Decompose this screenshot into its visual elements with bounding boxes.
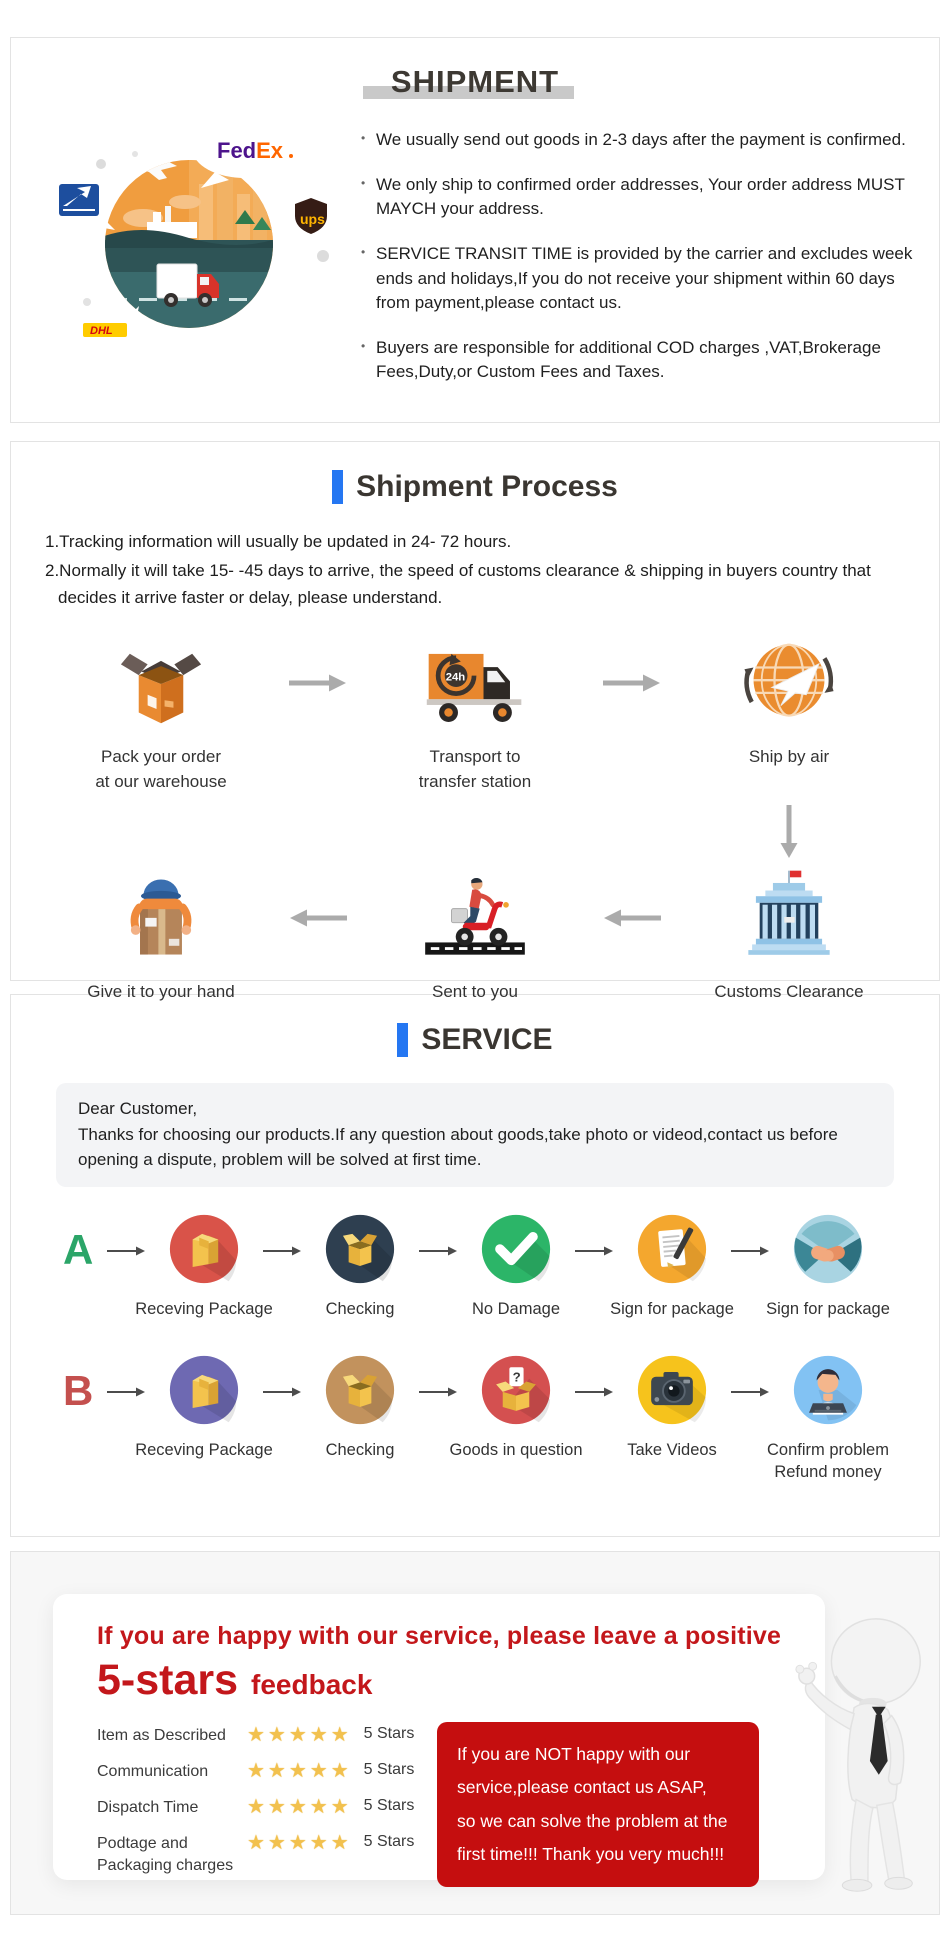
rating-value: 5 Stars bbox=[363, 1725, 415, 1742]
title-accent-bar bbox=[397, 1023, 408, 1057]
step-label: at our warehouse bbox=[95, 772, 227, 792]
camera-icon bbox=[636, 1354, 708, 1426]
flow-step-label: Sign for package bbox=[610, 1299, 734, 1318]
five-stars-text: 5-stars bbox=[97, 1656, 239, 1704]
step-customs bbox=[664, 867, 914, 1005]
flow-step-label: Checking bbox=[325, 1440, 395, 1459]
arrow-right-icon bbox=[263, 1385, 301, 1403]
shipment-bullet bbox=[361, 242, 921, 314]
five-star-icons: ★★★★★ bbox=[247, 1760, 352, 1782]
five-star-icons: ★★★★★ bbox=[247, 1724, 352, 1746]
flow-step-label: Receving Package bbox=[135, 1299, 273, 1318]
svg-text:FedEx: FedEx bbox=[217, 138, 284, 163]
flow-step-label: Goods in question bbox=[449, 1440, 583, 1459]
arrow-left-icon bbox=[286, 909, 350, 927]
flow-step bbox=[610, 1213, 734, 1320]
svg-text:?: ? bbox=[512, 1369, 521, 1385]
flow-step bbox=[135, 1213, 273, 1320]
sign-paper-icon bbox=[636, 1213, 708, 1285]
rating-label: Dispatch Time bbox=[97, 1799, 199, 1816]
step-ship-by-air bbox=[664, 632, 914, 770]
flow-step bbox=[766, 1213, 890, 1320]
feedback-heading: If you are happy with our service, please leave a positive bbox=[97, 1622, 782, 1650]
3d-figure-illustration bbox=[789, 1613, 937, 1910]
arrow-right-icon bbox=[107, 1244, 145, 1262]
carry-box-icon bbox=[113, 867, 209, 965]
process-notes bbox=[45, 528, 933, 612]
service-title: SERVICE bbox=[421, 1023, 553, 1056]
shipment-bullet bbox=[361, 173, 921, 221]
arrow-right-icon bbox=[286, 674, 350, 692]
truck-24h-icon bbox=[423, 632, 527, 730]
arrow-right-icon bbox=[419, 1244, 457, 1262]
note-line: Thanks for choosing our products.If any question about goods,take photo or videod,contact us before bbox=[78, 1124, 838, 1144]
warning-line: If you are NOT happy with our bbox=[457, 1744, 691, 1764]
globe-plane-icon bbox=[739, 632, 839, 730]
open-box-tan-icon bbox=[324, 1354, 396, 1426]
flow-b-letter: B bbox=[63, 1366, 94, 1414]
flow-a-letter: A bbox=[63, 1225, 94, 1273]
arrow-down-icon bbox=[664, 805, 914, 859]
check-green-icon bbox=[480, 1213, 552, 1285]
bullet-text: We only ship to confirmed order addresses, Your order address MUST MAYCH your address. bbox=[376, 175, 905, 219]
shipment-process-section bbox=[10, 441, 940, 1001]
arrow-right-icon bbox=[107, 1385, 145, 1403]
feedback-word: feedback bbox=[251, 1669, 373, 1700]
question-box-icon bbox=[480, 1354, 552, 1426]
svg-text:DHL: DHL bbox=[90, 325, 113, 337]
step-label: Pack your order bbox=[101, 746, 221, 766]
flow-step-label: Checking bbox=[325, 1299, 395, 1318]
shipment-title-row bbox=[11, 64, 939, 100]
dhl-logo bbox=[73, 306, 139, 346]
arrow-right-icon bbox=[263, 1244, 301, 1262]
bullet-text: We usually send out goods in 2-3 days after the payment is confirmed. bbox=[376, 130, 906, 149]
rating-row bbox=[97, 1758, 433, 1783]
arrow-right-icon bbox=[575, 1244, 613, 1262]
step-label: transfer station bbox=[418, 772, 532, 792]
bullet-text: Buyers are responsible for additional COD charges ,VAT,Brokerage Fees,Duty,or Custom Fees and Taxes. bbox=[376, 337, 881, 381]
shipment-bullet bbox=[361, 128, 921, 152]
shipment-process-title: Shipment Process bbox=[356, 470, 618, 503]
scooter-delivery-icon bbox=[423, 867, 527, 965]
rating-value: 5 Stars bbox=[363, 1761, 415, 1778]
step-label: Give it to your hand bbox=[87, 981, 235, 1001]
shipment-title: SHIPMENT bbox=[390, 64, 560, 99]
flow-step bbox=[301, 1213, 419, 1320]
arrow-right-icon bbox=[731, 1385, 769, 1403]
shipment-bullet bbox=[361, 336, 921, 384]
arrow-right-icon bbox=[419, 1385, 457, 1403]
arrow-right-icon bbox=[575, 1385, 613, 1403]
process-note-1: 1.Tracking information will usually be updated in 24- 72 hours. bbox=[45, 532, 512, 551]
note-line: Dear Customer, bbox=[78, 1099, 198, 1118]
flow-step bbox=[135, 1354, 273, 1461]
step-transport bbox=[350, 632, 600, 795]
step-label: Customs Clearance bbox=[714, 981, 864, 1001]
open-box-icon bbox=[112, 632, 210, 730]
customs-building-icon bbox=[737, 867, 841, 965]
five-star-icons: ★★★★★ bbox=[247, 1796, 352, 1818]
flow-step bbox=[301, 1354, 419, 1461]
warning-line: so we can solve the problem at the bbox=[457, 1810, 728, 1831]
service-note bbox=[56, 1083, 894, 1187]
flow-step bbox=[457, 1213, 575, 1320]
flow-step bbox=[449, 1354, 583, 1461]
shipment-section bbox=[10, 37, 940, 423]
package-purple-icon bbox=[168, 1354, 240, 1426]
note-line: opening a dispute, problem will be solved at first time. bbox=[78, 1150, 482, 1169]
shipping-carriers-illustration bbox=[39, 106, 339, 362]
process-note-2: 2.Normally it will take 15- -45 days to arrive, the speed of customs clearance & shipping in buyers country that decides it arrive faster or delay, please understand. bbox=[45, 561, 871, 608]
rating-label: Communication bbox=[97, 1763, 209, 1780]
svg-text:ups: ups bbox=[300, 211, 325, 227]
step-label: Sent to you bbox=[431, 981, 518, 1001]
rating-value: 5 Stars bbox=[363, 1797, 415, 1814]
step-label: Transport to bbox=[429, 746, 521, 766]
feedback-section bbox=[10, 1551, 940, 1915]
arrow-right-icon bbox=[731, 1244, 769, 1262]
rating-row bbox=[97, 1830, 433, 1876]
title-accent-bar bbox=[332, 470, 343, 504]
step-give-to-hand bbox=[36, 867, 286, 1005]
flow-step-label: Take Videos bbox=[627, 1440, 717, 1459]
package-red-icon bbox=[168, 1213, 240, 1285]
rating-value: 5 Stars bbox=[363, 1833, 415, 1850]
ups-logo bbox=[284, 187, 338, 241]
rating-label: Item as Described bbox=[97, 1727, 226, 1744]
flow-step-label: Sign for package bbox=[766, 1299, 890, 1318]
flow-step bbox=[769, 1354, 887, 1484]
rating-list bbox=[97, 1722, 433, 1887]
feedback-card bbox=[53, 1594, 825, 1880]
service-flow-b bbox=[11, 1354, 939, 1484]
flow-step-label: Confirm problem bbox=[767, 1440, 889, 1459]
arrow-right-icon bbox=[600, 674, 664, 692]
rating-row bbox=[97, 1722, 433, 1747]
open-box-navy-icon bbox=[324, 1213, 396, 1285]
handshake-icon bbox=[792, 1213, 864, 1285]
service-flow-a bbox=[11, 1213, 939, 1320]
rating-label: Podtage and Packaging charges bbox=[97, 1835, 234, 1874]
step-pack-order bbox=[36, 632, 286, 795]
shipment-bullet-list bbox=[339, 106, 921, 405]
warning-line: first time!!! Thank you very much!!! bbox=[457, 1843, 725, 1864]
flow-step-label: Receving Package bbox=[135, 1440, 273, 1459]
step-label: Ship by air bbox=[748, 746, 830, 766]
flow-step-label: No Damage bbox=[471, 1299, 561, 1318]
usps-logo bbox=[50, 171, 115, 230]
arrow-left-icon bbox=[600, 909, 664, 927]
warning-line: service,please contact us ASAP, bbox=[457, 1777, 707, 1798]
flow-step-label: Refund money bbox=[774, 1463, 882, 1482]
unhappy-warning-box bbox=[437, 1722, 759, 1887]
rating-row bbox=[97, 1794, 433, 1819]
svg-text:24h: 24h bbox=[445, 670, 466, 683]
five-star-icons: ★★★★★ bbox=[247, 1832, 352, 1854]
service-section bbox=[10, 994, 940, 1537]
support-person-icon bbox=[792, 1354, 864, 1426]
bullet-text: SERVICE TRANSIT TIME is provided by the carrier and excludes week ends and holidays,If you do not receive your shipment within 60 days from payment,please contact us. bbox=[376, 244, 913, 312]
step-sent-to-you bbox=[350, 867, 600, 1005]
flow-step bbox=[613, 1354, 731, 1461]
